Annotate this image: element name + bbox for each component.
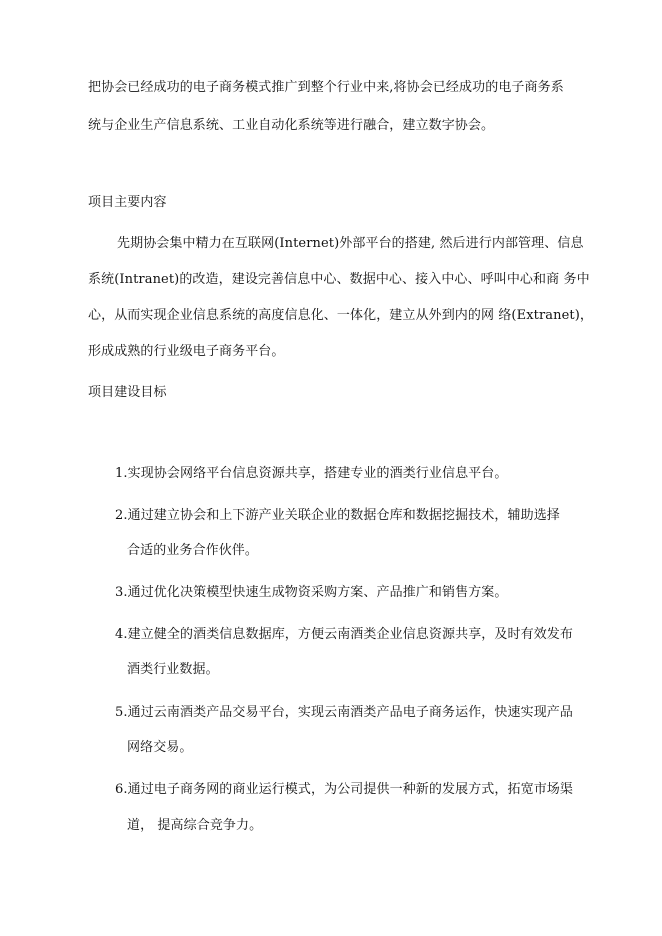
content-line-3: 心，从而实现企业信息系统的高度信息化、一体化，建立从外到内的网 络(Extranet)， (88, 308, 593, 323)
intro-line-2: 统与企业生产信息系统、工业自动化系统等进行融合，建立数字协会。 (88, 118, 495, 133)
intro-line-1: 把协会已经成功的电子商务模式推广到整个行业中来,将协会已经成功的电子商务系 (88, 80, 564, 95)
goal-2-line-1: 2.通过建立协会和上下游产业关联企业的数据仓库和数据挖掘技术，辅助选择 (115, 508, 560, 523)
goal-2-line-2: 合适的业务合作伙伴。 (127, 543, 259, 558)
goal-6-line-2: 道， 提高综合竞争力。 (127, 818, 263, 833)
goal-6-line-1: 6.通过电子商务网的商业运行模式，为公司提供一种新的发展方式，拓宽市场渠 (115, 782, 574, 797)
goal-1-line-1: 1.实现协会网络平台信息资源共享，搭建专业的酒类行业信息平台。 (115, 466, 508, 481)
content-line-1: 先期协会集中精力在互联网(Internet)外部平台的搭建, 然后进行内部管理、信息 (117, 236, 584, 251)
goal-4-line-1: 4.建立健全的酒类信息数据库，方便云南酒类企业信息资源共享，及时有效发布 (115, 627, 574, 642)
content-line-4: 形成成熟的行业级电子商务平台。 (88, 344, 285, 359)
content-line-2: 系统(Intranet)的改造，建设完善信息中心、数据中心、接入中心、呼叫中心和商 务中 (88, 272, 590, 287)
heading-main-content: 项目主要内容 (88, 195, 167, 210)
goal-5-line-2: 网络交易。 (127, 740, 193, 755)
goal-3-line-1: 3.通过优化决策模型快速生成物资采购方案、产品推广和销售方案。 (115, 585, 508, 600)
goal-4-line-2: 酒类行业数据。 (127, 662, 219, 677)
heading-construction-goals: 项目建设目标 (88, 385, 167, 400)
goal-5-line-1: 5.通过云南酒类产品交易平台，实现云南酒类产品电子商务运作，快速实现产品 (115, 705, 574, 720)
